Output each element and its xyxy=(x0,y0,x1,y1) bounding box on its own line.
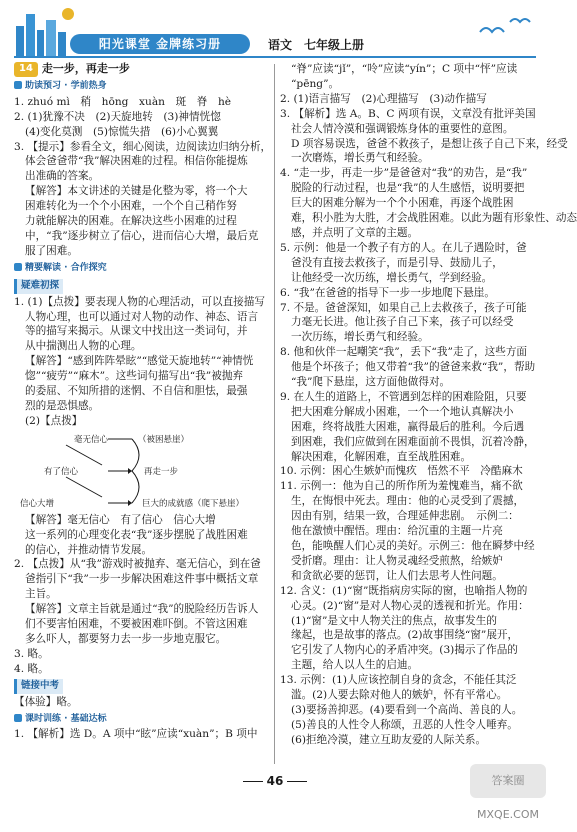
confidence-diagram xyxy=(14,429,270,513)
answer-line: 13. 示例：(1)人应该控制自身的贪念，不能任其泛 xyxy=(280,674,517,687)
answer-line: 爸没有直接去救孩子，而是引导、鼓励儿子， xyxy=(291,256,503,269)
answer-line: 一次历练，增长勇气和经验。 xyxy=(291,331,429,344)
diagram-label: 毫无信心 xyxy=(74,434,109,445)
answer-line: 3. 【提示】参看全文，细心阅读，边阅读边归纳分析， xyxy=(14,140,272,153)
answer-line: 4. 略。 xyxy=(14,662,49,675)
page-header xyxy=(0,0,550,58)
answer-line: 们不要害怕困难，不要被困难吓倒。不管这困难 xyxy=(25,618,248,631)
subsection-tag: 链接中考 xyxy=(14,679,63,694)
answer-line: 10. 示例：困心生嫉妒而愧疚 悟然不平 冷酷麻木 xyxy=(280,465,523,478)
answer-line: 难，积小胜为大胜，才会战胜困难。以此为题有形象性、动态 xyxy=(291,212,577,225)
answer-line: 和贪欲必要的惩罚，让人们去思考人性问题。 xyxy=(291,569,503,582)
lesson-heading xyxy=(14,62,270,77)
answer-line: “我”爬下悬崖，这方面他做得对。 xyxy=(291,376,451,389)
section-heading: 课时训练 · 基础达标 xyxy=(14,712,270,727)
answer-line: 【体验】略。 xyxy=(14,695,78,708)
answer-line: 社会人情冷漠和强调锻炼身体的重要性的意图。 xyxy=(291,122,514,135)
answer-line: 中，“我”逐步树立了信心，进而信心大增，最后克 xyxy=(25,229,259,242)
answer-line: 多么吓人，都要努力去一步一步地克服它。 xyxy=(25,633,227,645)
answer-line: “脊”应读“jǐ”，“呤”应读“yín”；C 项中“怦”应读 xyxy=(291,63,518,75)
answer-line: (1)“窗”是文中人物关注的焦点，故事发生的 xyxy=(291,614,497,627)
answer-line: 这一系列的心理变化表“我”逐步摆脱了战胜困难 xyxy=(25,528,248,541)
answer-line: 2. 【点拨】从“我”游戏时被抛弃、毫无信心，到在爸 xyxy=(14,558,261,571)
answer-line: D 项容易误选，爸爸不救孩子，是想让孩子自己下来，经受 xyxy=(291,137,568,150)
answer-line: 的委屈、不知所措的迷惘、不自信和胆怯，最强 xyxy=(25,385,248,398)
answer-line: 【解答】本文讲述的关键是化整为零，将一个大 xyxy=(25,185,248,198)
answer-line: 它引发了人物内心的矛盾冲突。(3)揭示了作品的 xyxy=(291,644,518,657)
left-column xyxy=(14,62,270,742)
answer-line: 4. “走一步，再走一步”是爸爸对“我”的劝告，是“我” xyxy=(280,167,528,180)
answer-line: 3. 略。 xyxy=(14,647,49,660)
answer-line: 惚”“疲劳”“麻木”。这些词句描写出“我”被抛弃 xyxy=(25,370,244,383)
answer-line: 困难，终将战胜大困难，赢得最后的胜利。今后遇 xyxy=(291,420,525,433)
answer-line: 8. 他和伙伴一起嘲笑“我”，丢下“我”走了，这些方面 xyxy=(280,346,528,359)
answer-line: 2. (1)犹豫不决 (2)天旋地转 (3)神情恍惚 xyxy=(14,110,221,123)
subject-grade-label: 语文 七年级上册 xyxy=(268,38,365,52)
answer-line: 【解答】文章主旨就是通过“我”的脱险经历告诉人 xyxy=(25,603,259,616)
section-bullet-icon xyxy=(14,263,22,271)
answer-line: 到困难，我们应做到在困难面前不畏惧，沉着冷静， xyxy=(291,435,535,448)
diagram-label: 再走一步 xyxy=(144,466,179,477)
answer-line: 5. 示例：他是一个教子有方的人。在儿子遇险时，爸 xyxy=(280,241,527,254)
answer-line: 烈的是恐惧感。 xyxy=(25,399,100,412)
answer-line: 1. zhuó mì 稍 hōng xuàn 斑 脊 hè xyxy=(14,95,232,108)
answer-line: 出准确的答案。 xyxy=(25,170,100,183)
watermark-logo: 答案圈 MXQE.COM xyxy=(470,764,546,798)
answer-line: 从中揣测出人物的心理。 xyxy=(25,340,142,353)
answer-line: 【解答】“感到阵阵晕眩”“感觉天旋地转”“神情恍 xyxy=(25,355,254,368)
answer-line: 体会爸爸带“我”解决困难的过程。相信你能提炼 xyxy=(25,155,248,168)
lesson-title: 走一步，再走一步 xyxy=(41,62,130,75)
answer-line: 一次磨炼，增长勇气和经验。 xyxy=(291,152,429,165)
answer-line: (4)变化莫测 (5)惊慌失措 (6)小心翼翼 xyxy=(25,125,219,138)
answer-line: 9. 在人生的道路上，不管遇到怎样的困难险阻，只要 xyxy=(280,390,527,403)
answer-line: 2. (1)语言描写 (2)心理描写 (3)动作描写 xyxy=(280,92,487,105)
lesson-number-badge: 14 xyxy=(14,62,38,77)
answer-line: 人物心理，也可以通过对人物的动作、神态、语言 xyxy=(25,310,259,323)
answer-line: 【解答】毫无信心 有了信心 信心大增 xyxy=(25,513,216,526)
answer-line: 主旨。 xyxy=(25,588,57,601)
answer-line: 让他经受一次历练，增长勇气，学到经验。 xyxy=(291,271,493,284)
diagram-label: （被困悬崖） xyxy=(138,434,190,445)
answer-line: 巨大的困难分解为一个个小困难，再逐个战胜困 xyxy=(291,197,514,210)
answer-line: 7. 不是。爸爸深知，如果自己上去救孩子，孩子可能 xyxy=(280,301,527,314)
answer-line: 困难转化为一个个小困难，一个个自己稍作努 xyxy=(25,200,237,213)
right-column xyxy=(280,62,577,748)
answer-line: 感，并点明了文章的主题。 xyxy=(291,226,419,239)
answer-line: 力毫无长进。他让孩子自己下来，孩子可以经受 xyxy=(291,316,514,329)
answer-line: (6)拒绝冷漠，建立互助友爱的人际关系。 xyxy=(291,733,487,746)
answer-line: 11. 示例一：他为自己的所作所为羞愧难当，痛不欲 xyxy=(280,480,523,493)
answer-line: 服了困难。 xyxy=(25,244,78,257)
answer-line: 他在激愤中醒悟。理由：给沉重的主题一片亮 xyxy=(291,525,503,538)
answer-line: 1. 【解析】选 D。A 项中“眩”应读“xuàn”；B 项中 xyxy=(14,728,258,741)
section-heading: 精要解读 · 合作探究 xyxy=(14,261,270,276)
answer-line: 他是个坏孩子；他又带着“我”的爸爸来救“我”，帮助 xyxy=(291,361,536,374)
subsection-tag: 疑难初探 xyxy=(14,279,63,294)
diagram-label: 信心大增 xyxy=(20,498,55,509)
answer-line: (2)【点拨】 xyxy=(25,414,83,427)
answer-line: “pēng”。 xyxy=(291,77,340,90)
answer-line: 等的描写来揭示。从课文中找出这一类词句，并 xyxy=(25,325,248,338)
diagram-label: 有了信心 xyxy=(44,466,79,477)
answer-line: (3)要扬善抑恶。(4)要看到一个高尚、善良的人。 xyxy=(291,703,523,716)
diagram-label: 巨大的成就感（爬下悬崖） xyxy=(142,498,245,509)
answer-line: 心灵。(2)“窗”是对人物心灵的透视和折光。作用： xyxy=(291,599,529,612)
answer-line: 色，能唤醒人们心灵的美好。示例三：他在瞬梦中经 xyxy=(291,540,535,552)
column-divider xyxy=(274,64,275,764)
answer-line: 生，在悔恨中死去。理由：他的心灵受到了震撼， xyxy=(291,495,525,508)
answer-line: 受折磨。理由：让人物灵魂经受煎熬，给嫉妒 xyxy=(291,554,503,567)
answer-line: 把大困难分解成小困难，一个一个地认真解决小 xyxy=(291,405,514,418)
page-number: 46 xyxy=(0,774,550,788)
answer-line: 1. (1)【点拨】要表现人物的心理活动，可以直接描写 xyxy=(14,295,265,308)
answer-line: 3. 【解析】选 A。B、C 两项有误，文章没有批评美国 xyxy=(280,107,536,120)
answer-line: 6. “我”在爸爸的指导下一步一步地爬下悬崖。 xyxy=(280,286,495,299)
answer-line: 因由有别，结果一致，合理延伸悲剧。 示例二： xyxy=(291,510,519,523)
answer-line: 解决困难，化解困难，直至战胜困难。 xyxy=(291,450,472,463)
answer-line: 的信心，并推动情节发展。 xyxy=(25,543,153,556)
answer-line: (5)善良的人性令人称颂，丑恶的人性令人唾弃。 xyxy=(291,718,518,731)
birds-icon xyxy=(476,14,536,44)
answer-line: 滥。(2)人要去除对他人的嫉妒，怀有平常心。 xyxy=(291,689,508,702)
answer-line: 主题，给人以人生的启迪。 xyxy=(291,659,419,672)
section-bullet-icon xyxy=(14,81,22,89)
answer-line: 缘起，也是故事的落点。(2)故事围绕“窗”展开， xyxy=(291,629,519,642)
answer-line: 爸指引下“我”一步一步解决困难这件事中概括文章 xyxy=(25,573,259,586)
answer-line: 力就能解决的困难。在解决这些小困难的过程 xyxy=(25,215,237,228)
section-heading: 助读预习 · 学前热身 xyxy=(14,79,270,94)
city-skyline-icon xyxy=(10,2,80,58)
header-rule xyxy=(14,56,536,58)
answer-line: 12. 含义：(1)“窗”既指病房实际的窗，也喻指人物的 xyxy=(280,584,528,597)
brand-banner: 阳光课堂 金牌练习册 xyxy=(70,34,250,54)
section-bullet-icon xyxy=(14,714,22,722)
answer-line: 脱险的行动过程，也是“我”的人生感悟，说明要把 xyxy=(291,182,525,195)
